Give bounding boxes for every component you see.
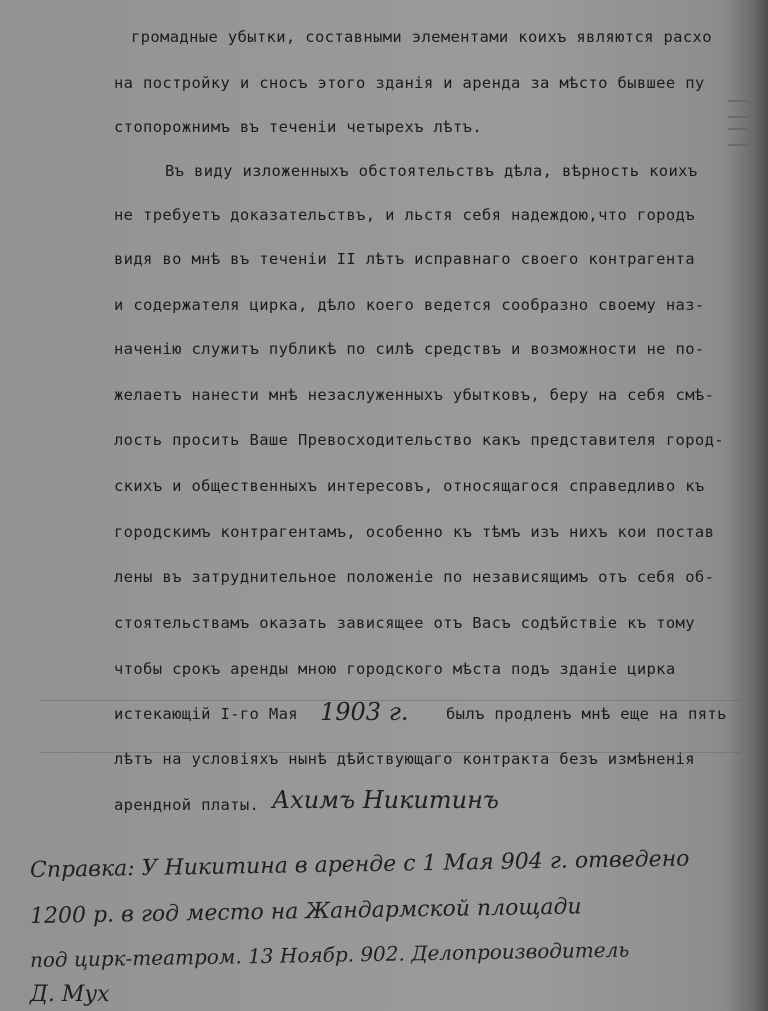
annotation-line: 1200 р. в год место на Жандармской площади <box>29 894 582 929</box>
letter-line: видя во мнѣ въ теченіи II лѣтъ исправнаго своего контрагента <box>114 250 695 268</box>
letter-line: скихъ и общественныхъ интересовъ, относящагося справедливо къ <box>114 477 705 495</box>
letter-line: лость просить Ваше Превосходительство какъ представителя город- <box>114 431 724 449</box>
signature: Ахимъ Никитинъ <box>272 786 499 814</box>
letter-line: стопорожнимъ въ теченіи четырехъ лѣтъ. <box>114 118 482 136</box>
letter-line: арендной платы. <box>114 796 260 814</box>
letter-line: городскимъ контрагентамъ, особенно къ тѣмъ изъ нихъ кои постав <box>114 523 715 541</box>
letter-line: стоятельствамъ оказать зависящее отъ Васъ содѣйствіе къ тому <box>114 614 695 632</box>
letter-line: на постройку и сносъ этого зданія и аренда за мѣсто бывшее пу <box>114 74 705 92</box>
letter-line: наченію служитъ публикѣ по силѣ средствъ и возможности не по- <box>114 340 705 358</box>
annotation-line: под цирк-театром. 13 Ноябр. 902. Делопроизводитель <box>29 937 630 972</box>
page-edge-shadow <box>728 0 768 1011</box>
letter-line: громадные убытки, составными элементами коихъ являются расхо <box>131 28 712 46</box>
letter-line-date-before: истекающій I-го Мая <box>114 705 298 723</box>
letter-line: чтобы срокъ аренды мною городского мѣста подъ зданіе цирка <box>114 660 676 678</box>
letter-line: желаетъ нанести мнѣ незаслуженныхъ убытковъ, беру на себя смѣ- <box>114 386 715 404</box>
binder-ring <box>728 128 754 146</box>
annotation-line: Справка: У Никитина в аренде с 1 Мая 904 г. отведено <box>29 846 690 883</box>
letter-line: лѣтъ на условіяхъ нынѣ дѣйствующаго контракта безъ измѣненія <box>114 750 695 768</box>
letter-line: не требуетъ доказательствъ, и льстя себя надеждою,что городъ <box>114 206 695 224</box>
binder-ring <box>728 100 754 118</box>
letter-line: и содержателя цирка, дѣло коего ведется сообразно своему наз- <box>114 296 705 314</box>
letter-line: лены въ затруднительное положеніе по независящимъ отъ себя об- <box>114 568 715 586</box>
letter-line-date-after: былъ продленъ мнѣ еще на пять <box>446 705 727 723</box>
annotation-signature: Д. Мух <box>30 982 110 1007</box>
letter-line: Въ виду изложенныхъ обстоятельствъ дѣла, вѣрность коихъ <box>165 162 698 180</box>
handwritten-year: 1903 г. <box>320 698 409 726</box>
